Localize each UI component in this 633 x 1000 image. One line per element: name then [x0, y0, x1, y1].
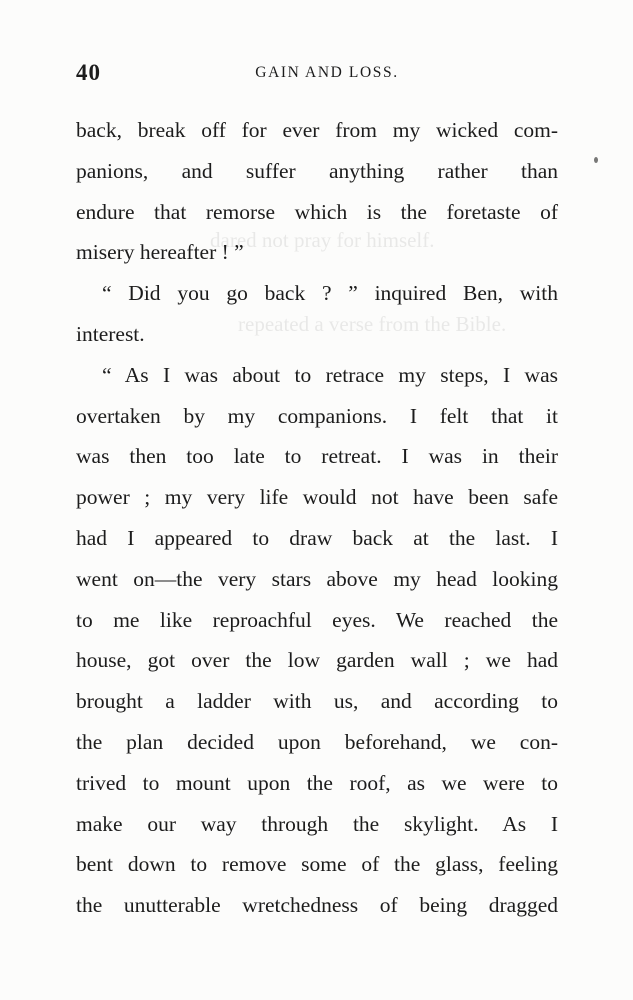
text-line: the plan decided upon beforehand, we con- — [76, 729, 558, 754]
text-line: panions, and suffer anything rather than — [76, 158, 558, 183]
text-line: bent down to remove some of the glass, feeling — [76, 852, 558, 877]
text-line: was then too late to retreat. I was in their — [76, 444, 558, 469]
body-text — [76, 110, 558, 926]
text-line: house, got over the low garden wall ; we had — [76, 648, 558, 673]
text-line: the unutterable wretchedness of being dragged — [76, 893, 558, 918]
text-line: overtaken by my companions. I felt that it — [76, 403, 558, 428]
text-line: misery hereafter ! ” — [76, 240, 244, 265]
text-line: had I appeared to draw back at the last. I — [76, 525, 558, 550]
page-number: 40 — [76, 60, 101, 85]
text-line: to me like reproachful eyes. We reached the — [76, 607, 558, 632]
show-through-text: dared not pray for himself. — [210, 228, 435, 252]
show-through-text: repeated a verse from the Bible. — [238, 312, 507, 336]
text-line: brought a ladder with us, and according to — [76, 689, 558, 714]
text-line: interest. — [76, 321, 145, 346]
page-header — [76, 60, 558, 92]
ink-speck — [594, 157, 598, 163]
text-line: back, break off for ever from my wicked com- — [76, 118, 558, 142]
text-line: endure that remorse which is the foretaste of — [76, 199, 558, 224]
text-line: “ As I was about to retrace my steps, I was — [102, 362, 558, 387]
running-head: GAIN AND LOSS. — [255, 64, 399, 81]
text-line: make our way through the skylight. As I — [76, 811, 558, 836]
text-line: “ Did you go back ? ” inquired Ben, with — [102, 281, 558, 306]
text-line: went on—the very stars above my head looking — [76, 566, 558, 591]
text-line: power ; my very life would not have been safe — [76, 485, 558, 510]
text-line: trived to mount upon the roof, as we were to — [76, 770, 558, 795]
